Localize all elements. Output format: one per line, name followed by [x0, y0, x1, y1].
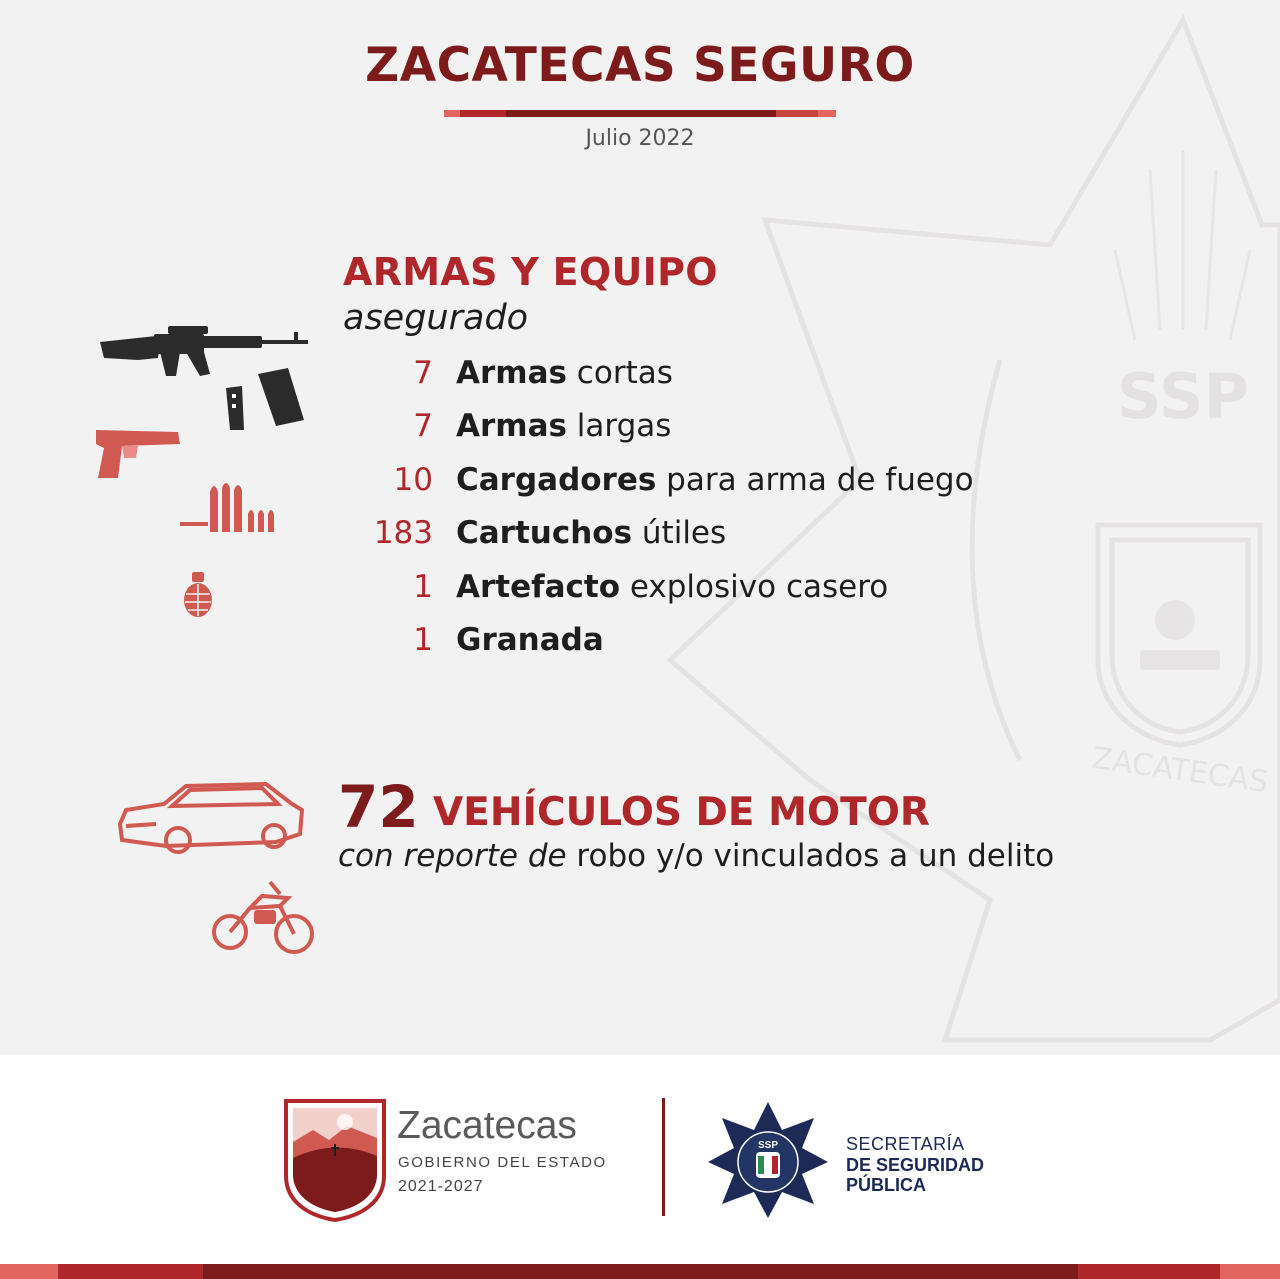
item-label-bold: Armas	[456, 408, 567, 444]
vehicles-sub-italic-1: con reporte	[338, 838, 518, 874]
grenade-icon	[180, 570, 216, 618]
page-title: ZACATECAS SEGURO	[365, 38, 915, 93]
item-label-rest: explosivo casero	[620, 569, 889, 605]
ssp-star-badge	[706, 1100, 830, 1220]
pistol-icon	[92, 426, 182, 482]
watermark-ssp-text: SSP	[1117, 360, 1249, 433]
item-count: 183	[373, 515, 433, 551]
ssp-line-2: DE SEGURIDAD	[846, 1155, 985, 1175]
bullets-icon	[180, 478, 280, 536]
item-label-bold: Artefacto	[456, 569, 621, 605]
item-count: 7	[413, 355, 433, 391]
item-label-bold: Armas	[456, 355, 567, 391]
item-label-rest: cortas	[566, 355, 673, 391]
page-subtitle-date: Julio 2022	[585, 126, 695, 151]
vehicles-subheading	[338, 838, 1054, 874]
item-count: 7	[413, 408, 433, 444]
ssp-badge-text: SSP	[757, 1140, 779, 1151]
title-underline	[444, 110, 836, 117]
weapons-subheading: asegurado	[343, 298, 529, 338]
ssp-line-1: SECRETARÍA	[846, 1134, 965, 1154]
vehicles-sub-italic-2: de	[527, 838, 567, 874]
item-label-rest: para arma de fuego	[656, 462, 974, 498]
vehicles-sub-rest: robo y/o vinculados a un delito	[566, 838, 1055, 874]
item-count: 1	[413, 622, 433, 658]
footer-divider	[662, 1098, 665, 1216]
vehicles-heading: VEHÍCULOS DE MOTOR	[433, 790, 930, 835]
item-label-rest: útiles	[632, 515, 727, 551]
car-icon	[116, 780, 306, 856]
vehicles-count: 72	[338, 773, 419, 841]
weapons-heading: ARMAS Y EQUIPO	[343, 250, 718, 294]
watermark-city-text: ZACATECAS	[1089, 740, 1271, 801]
item-label-bold: Cartuchos	[456, 515, 633, 551]
item-label-bold: Granada	[456, 622, 604, 658]
magazine-icon	[222, 366, 306, 430]
gov-name: Zacatecas	[397, 1104, 577, 1147]
gov-subtitle: GOBIERNO DEL ESTADO	[398, 1154, 607, 1171]
zacatecas-shield-logo	[283, 1098, 387, 1222]
item-count: 1	[413, 569, 433, 605]
gov-years: 2021-2027	[398, 1178, 484, 1195]
motorcycle-icon	[210, 874, 314, 956]
footer	[0, 1055, 1280, 1279]
item-count: 10	[393, 462, 433, 498]
ssp-line-3: PÚBLICA	[846, 1175, 926, 1195]
bottom-color-bar	[0, 1264, 1280, 1279]
item-label-rest: largas	[566, 408, 672, 444]
item-label-bold: Cargadores	[456, 462, 657, 498]
